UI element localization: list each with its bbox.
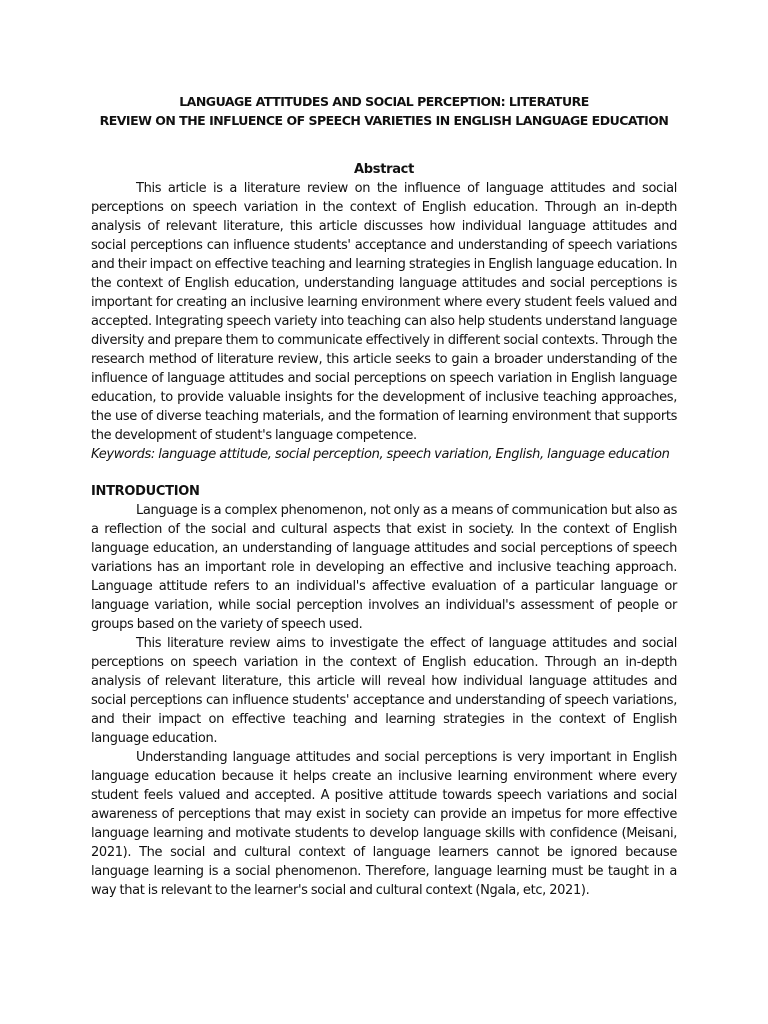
introduction-paragraph-3: Understanding language attitudes and social perceptions is very important in English language education because it helps create an inclusive learning environment where every student feels valued and accepted. A positive attitude towards speech variations and social awareness of perceptions that may exist in society can provide an impetus for more effective language learning and motivate students to develop language skills with confidence (Meisani, 2021). The social and cultural context of language learners cannot be ignored because language learning is a social phenomenon. Therefore, language learning must be taught in a way that is relevant to the learner's social and cultural context (Ngala, etc, 2021). [91,750,677,898]
keywords: Keywords: language attitude, social perception, speech variation, English, language education [91,447,670,462]
abstract-section [91,160,677,464]
abstract-heading: Abstract [353,162,415,177]
paper-title [91,92,677,130]
introduction-paragraph-2: This literature review aims to investigate the effect of language attitudes and social perceptions on speech variation in the context of English education. Through an in-depth analysis of relevant literature, this article will reveal how individual language attitudes and social perceptions can influence students' acceptance and understanding of speech variations, and their impact on effective teaching and learning strategies in the context of English language education. [91,636,677,746]
introduction-heading: INTRODUCTION [91,484,200,499]
document-page [91,92,677,900]
title-line-2: REVIEW ON THE INFLUENCE OF SPEECH VARIETIES IN ENGLISH LANGUAGE EDUCATION [99,113,669,128]
introduction-paragraph-1: Language is a complex phenomenon, not only as a means of communication but also as a reflection of the social and cultural aspects that exist in society. In the context of English language education, an understanding of language attitudes and social perceptions of speech variations has an important role in developing an effective and inclusive teaching approach. Language attitude refers to an individual's affective evaluation of a particular language or language variation, while social perception involves an individual's assessment of people or groups based on the variety of speech used. [91,503,677,632]
abstract-body: This article is a literature review on the influence of language attitudes and social perceptions on speech variation in the context of English education. Through an in-depth analysis of relevant literature, this article discusses how individual language attitudes and social perceptions can influence students' acceptance and understanding of speech variations and their impact on effective teaching and learning strategies in English language education. In the context of English education, understanding language attitudes and social perceptions is important for creating an inclusive learning environment where every student feels valued and accepted. Integrating speech variety into teaching can also help students understand language diversity and prepare them to communicate effectively in different social contexts. Through the research method of literature review, this article seeks to gain a broader understanding of the influence of language attitudes and social perceptions on speech variation in English language education, to provide valuable insights for the development of inclusive teaching approaches, the use of diverse teaching materials, and the formation of learning environment that supports the development of student's language competence. [91,181,677,443]
introduction-section [91,482,677,900]
title-line-1: LANGUAGE ATTITUDES AND SOCIAL PERCEPTION: LITERATURE [179,94,589,109]
